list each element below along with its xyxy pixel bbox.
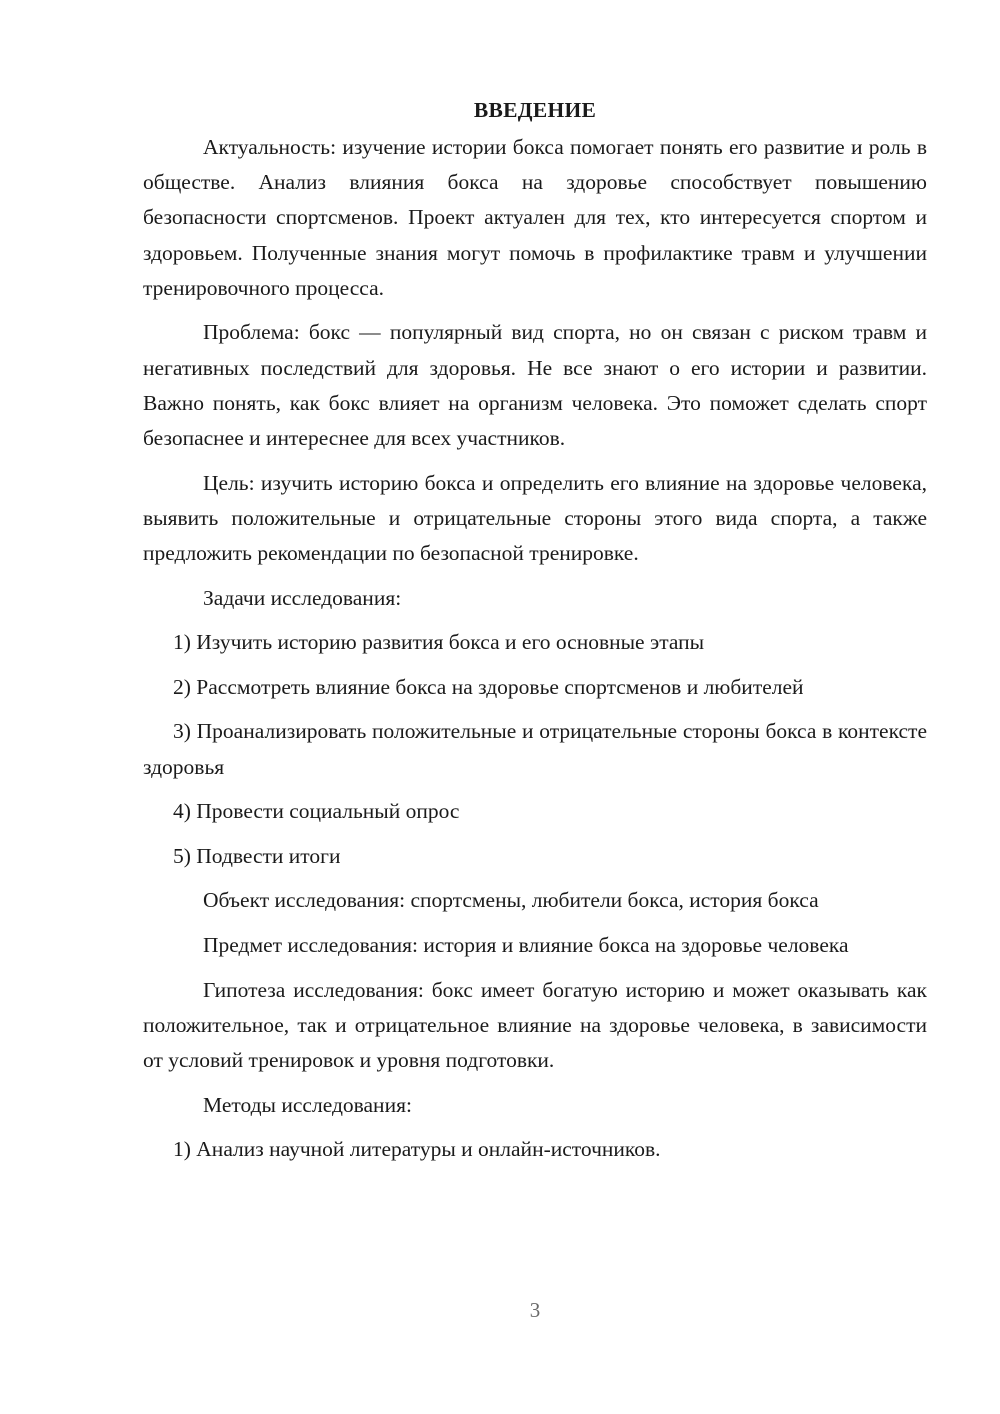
problem-paragraph: Проблема: бокс — популярный вид спорта, но он связан с риском травм и негативных последствий для здоровья. Не все знают о его истории и развитии. Важно понять, как бокс влияет на организм человека. Это поможет сделать спорт безопаснее и интереснее для всех участников.: [143, 320, 927, 451]
page-number: 3: [529, 1298, 541, 1322]
method-item-1: 1) Анализ научной литературы и онлайн-источников.: [173, 1137, 661, 1162]
subject-paragraph: Предмет исследования: история и влияние бокса на здоровье человека: [203, 932, 849, 957]
goal-paragraph: Цель: изучить историю бокса и определить его влияние на здоровье человека, выявить положительные и отрицательные стороны этого вида спорта, а также предложить рекомендации по безопасной тренировке.: [143, 470, 927, 566]
relevance-paragraph: Актуальность: изучение истории бокса помогает понять его развитие и роль в обществе. Анализ влияния бокса на здоровье способствует повышению безопасности спортсменов. Проект актуален для тех, кто интересуется спортом и здоровьем. Полученные знания могут помочь в профилактике травм и улучшении тренировочного процесса.: [143, 135, 927, 300]
tasks-heading: Задачи исследования:: [203, 585, 402, 610]
document-page: [143, 90, 927, 1177]
task-item-3: 3) Проанализировать положительные и отрицательные стороны бокса в контексте здоровья: [143, 719, 927, 779]
task-item-5: 5) Подвести итоги: [173, 843, 341, 868]
object-paragraph: Объект исследования: спортсмены, любители бокса, история бокса: [203, 888, 819, 913]
task-item-4: 4) Провести социальный опрос: [173, 799, 460, 824]
methods-heading: Методы исследования:: [203, 1092, 412, 1117]
task-item-1: 1) Изучить историю развития бокса и его основные этапы: [173, 630, 705, 655]
hypothesis-paragraph: Гипотеза исследования: бокс имеет богатую историю и может оказывать как положительное, так и отрицательное влияние на здоровье человека, в зависимости от условий тренировок и уровня подготовки.: [143, 977, 927, 1072]
page-title: ВВЕДЕНИЕ: [473, 98, 597, 122]
task-item-2: 2) Рассмотреть влияние бокса на здоровье спортсменов и любителей: [173, 674, 804, 699]
